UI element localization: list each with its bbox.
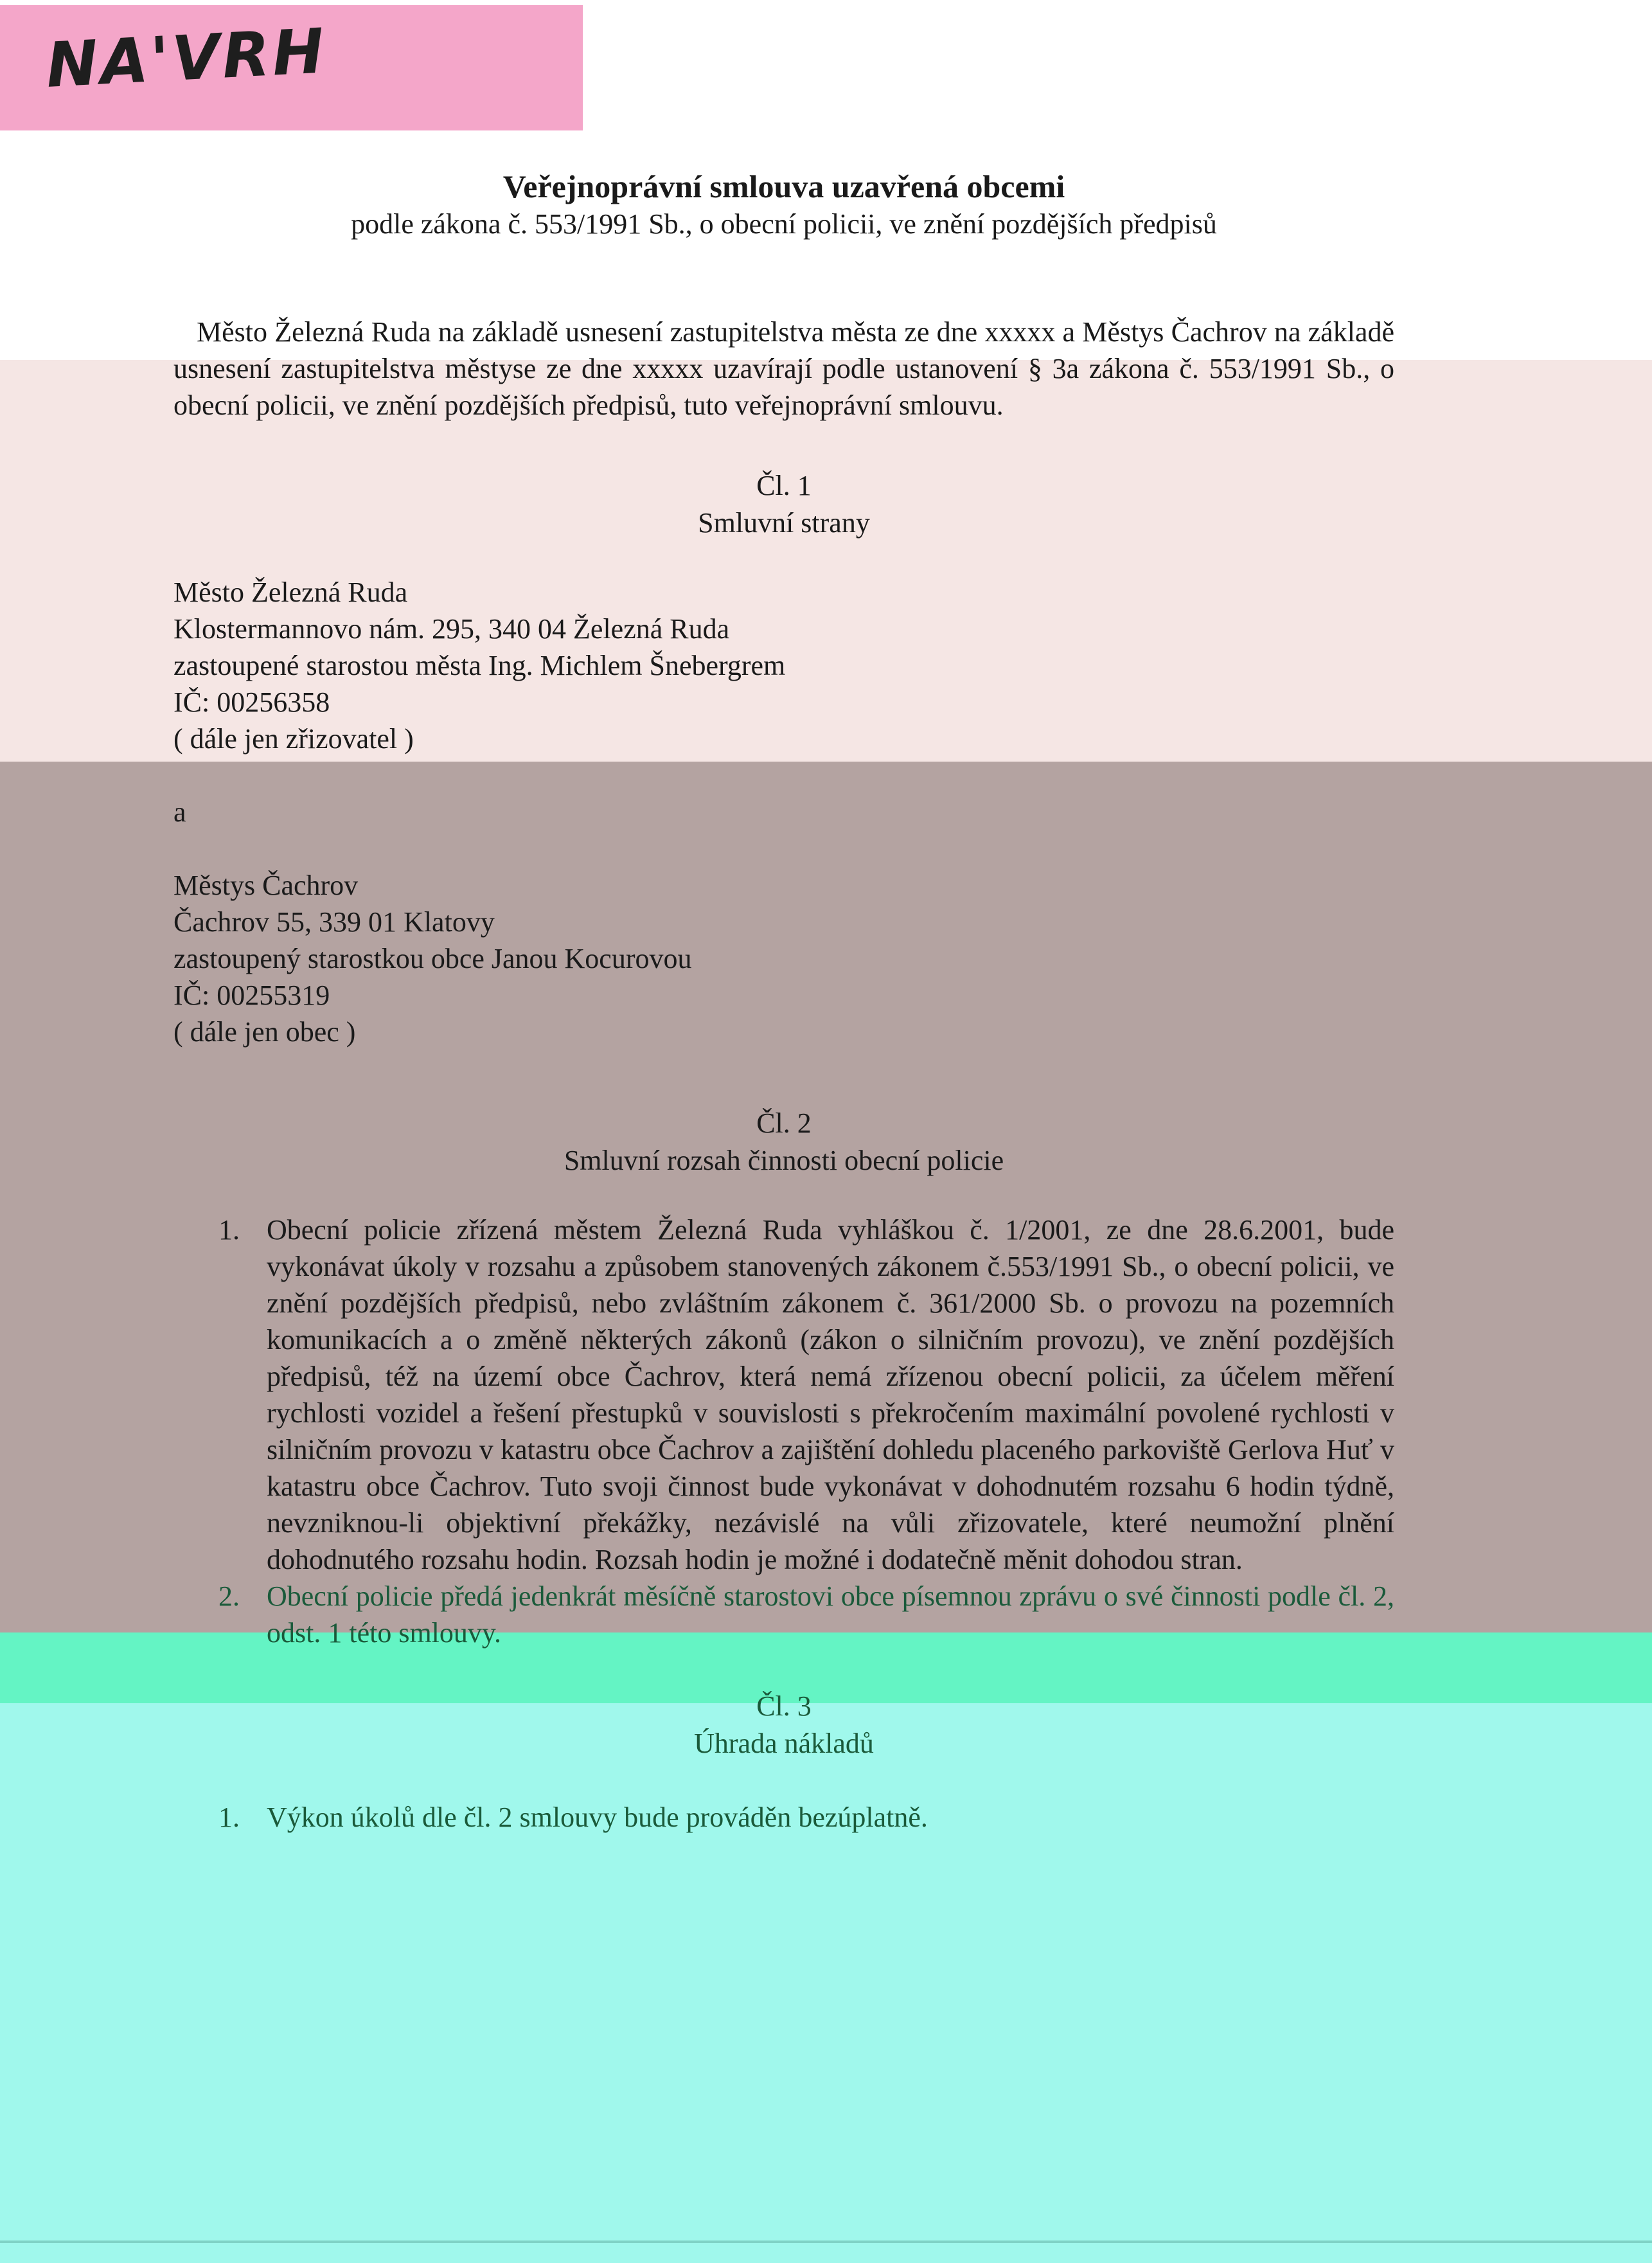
article-3-number: Čl. 3	[756, 1690, 812, 1722]
party-2-block	[173, 867, 1394, 1050]
party-1-ic: IČ: 00256358	[173, 686, 330, 718]
article-1-number: Čl. 1	[756, 470, 812, 501]
list-item-number: 2.	[218, 1580, 240, 1612]
party-2-alias: ( dále jen obec )	[173, 1016, 356, 1048]
party-2-representative: zastoupený starostkou obce Janou Kocurovou	[173, 943, 692, 974]
list-item	[173, 1799, 1394, 1836]
party-1-name: Město Železná Ruda	[173, 577, 408, 608]
party-2-ic: IČ: 00255319	[173, 979, 330, 1011]
document-subtitle: podle zákona č. 553/1991 Sb., o obecní policii, ve znění pozdějších předpisů	[351, 208, 1217, 240]
draft-sticky-note	[0, 5, 583, 130]
party-2-address: Čachrov 55, 339 01 Klatovy	[173, 906, 495, 938]
bottom-rule	[0, 2241, 1652, 2243]
draft-stamp-label: NA'VRH	[44, 15, 328, 102]
list-item-number: 1.	[218, 1214, 240, 1246]
article-2-heading	[173, 1105, 1394, 1179]
list-item-text: Obecní policie zřízená městem Železná Ruda vyhláškou č. 1/2001, ze dne 28.6.2001, bude vykonávat úkoly v rozsahu a způsobem stanovených zákonem č.553/1991 Sb., o obecní policii, ve znění pozdějších předpisů, nebo zvláštním zákonem č. 361/2000 Sb. o provozu na pozemních komunikacích a o změně některých zákonů (zákon o silničním provozu), ve znění pozdějších předpisů, též na území obce Čachrov, která nemá zřízenou obecní policii, za účelem měření rychlosti vozidel a řešení přestupků v souvislosti s překročením maximální povolené rychlosti v silničním provozu v katastru obce Čachrov a zajištění dohledu placeného parkoviště Gerlova Huť v katastru obce Čachrov. Tuto svoji činnost bude vykonávat v dohodnutém rozsahu 6 hodin týdně, nevzniknou-li objektivní překážky, nezávislé na vůli zřizovatele, které neumožní plnění dohodnutého rozsahu hodin. Rozsah hodin je možné i dodatečně měnit dohodou stran.	[267, 1214, 1394, 1575]
article-3-heading	[173, 1688, 1394, 1762]
party-1-address: Klostermannovo nám. 295, 340 04 Železná Ruda	[173, 613, 730, 645]
party-connector	[173, 794, 1394, 830]
list-item-text: Obecní policie předá jedenkrát měsíčně starostovi obce písemnou zprávu o své činnosti podle čl. 2, odst. 1 této smlouvy.	[267, 1580, 1394, 1649]
article-2-title: Smluvní rozsah činnosti obecní policie	[564, 1145, 1004, 1176]
article-2-list	[173, 1212, 1394, 1651]
list-item	[173, 1212, 1394, 1578]
list-item-number: 1.	[218, 1802, 240, 1833]
article-1-title: Smluvní strany	[698, 507, 870, 539]
article-3-list	[173, 1799, 1394, 1836]
article-1-heading	[173, 467, 1394, 542]
party-1-representative: zastoupené starostou města Ing. Michlem Šnebergrem	[173, 650, 786, 681]
article-3-title: Úhrada nákladů	[694, 1728, 874, 1759]
party-1-block	[173, 574, 1394, 757]
list-item-text: Výkon úkolů dle čl. 2 smlouvy bude prováděn bezúplatně.	[267, 1802, 928, 1833]
article-2-number: Čl. 2	[756, 1107, 812, 1139]
document-page	[173, 167, 1394, 1836]
list-item	[173, 1578, 1394, 1651]
party-2-name: Městys Čachrov	[173, 870, 359, 901]
document-title: Veřejnoprávní smlouva uzavřená obcemi	[502, 168, 1065, 204]
connector-text: a	[173, 796, 186, 828]
intro-paragraph: Město Železná Ruda na základě usnesení zastupitelstva města ze dne xxxxx a Městys Čachrov na základě usnesení zastupitelstva městyse ze dne xxxxx uzavírají podle ustanovení § 3a zákona č. 553/1991 Sb., o obecní policii, ve znění pozdějších předpisů, tuto veřejnoprávní smlouvu.	[173, 316, 1394, 421]
party-1-alias: ( dále jen zřizovatel )	[173, 723, 414, 755]
